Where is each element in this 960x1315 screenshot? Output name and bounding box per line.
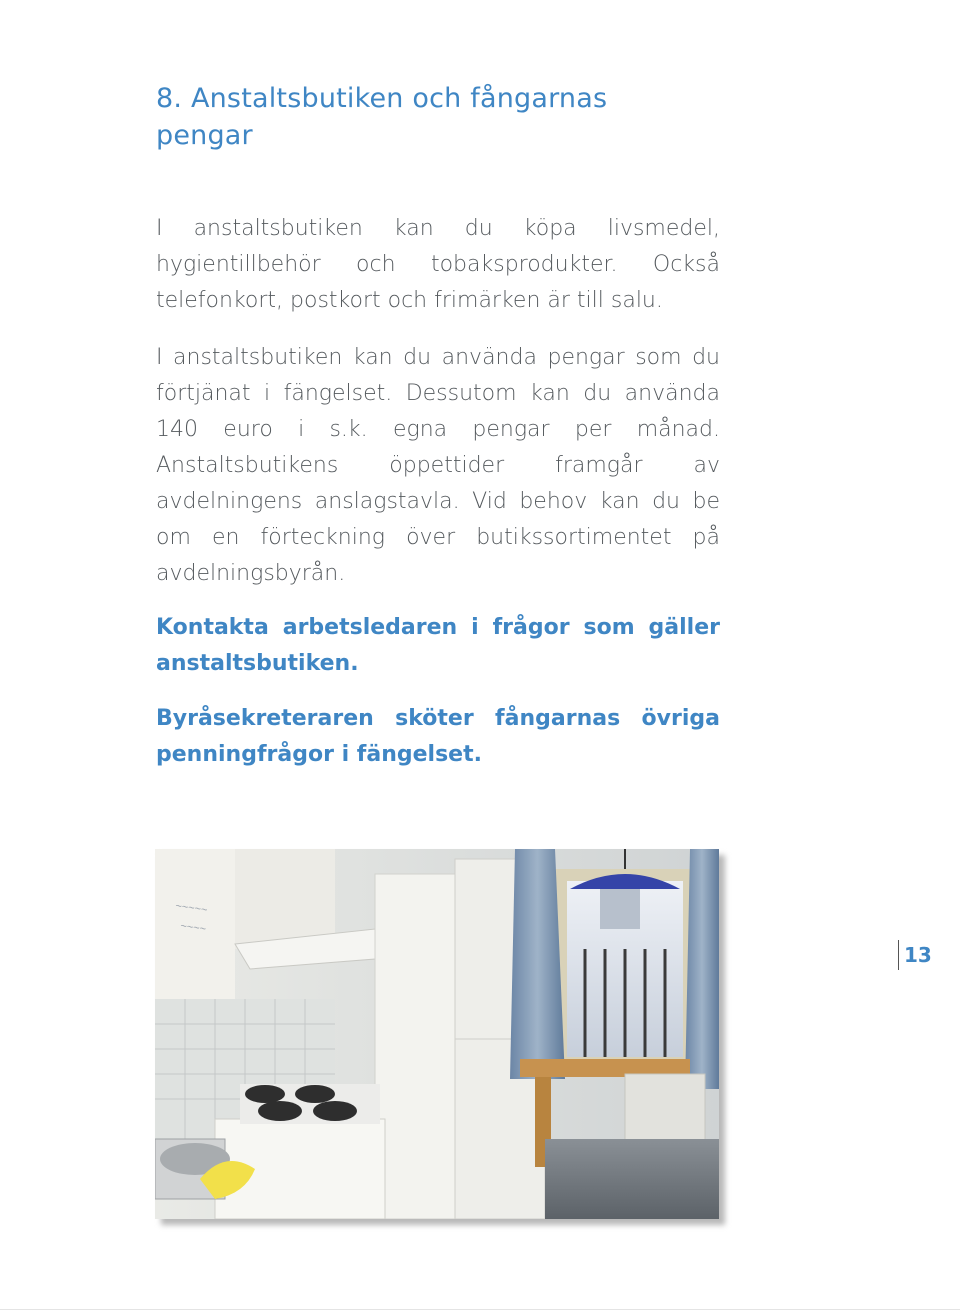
- svg-text:~~~~: ~~~~: [179, 920, 207, 936]
- section-heading: 8. Anstaltsbutiken och fångarnas pengar: [156, 83, 608, 151]
- kitchen-illustration: [155, 849, 719, 1219]
- paragraph-money-use: I anstaltsbutiken kan du använda pengar som du förtjänat i fängelset. Dessutom kan du använda 140 euro i s.k. egna pengar per månad. Anstaltsbutikens öppettider framgår av avdelningens anslagstavla. Vid behov kan du be om en förteckning över butikssortimentet på avdelningsbyrån.: [156, 345, 720, 586]
- svg-text:~~~~~: ~~~~~: [174, 900, 209, 917]
- paragraph-shop-goods: I anstaltsbutiken kan du köpa livsmedel, hygientillbehör och tobaksprodukter. Också telefonkort, postkort och frimärken är till salu.: [156, 216, 720, 313]
- emphasis-office-secretary: Byråsekreteraren sköter fångarnas övriga penningfrågor i fängelset.: [156, 706, 720, 767]
- bottom-rule: [0, 1309, 960, 1310]
- emphasis-contact-supervisor: Kontakta arbetsledaren i frågor som gäller anstaltsbutiken.: [156, 615, 720, 676]
- page-number: 13: [898, 940, 932, 970]
- kitchen-photo: [155, 849, 719, 1219]
